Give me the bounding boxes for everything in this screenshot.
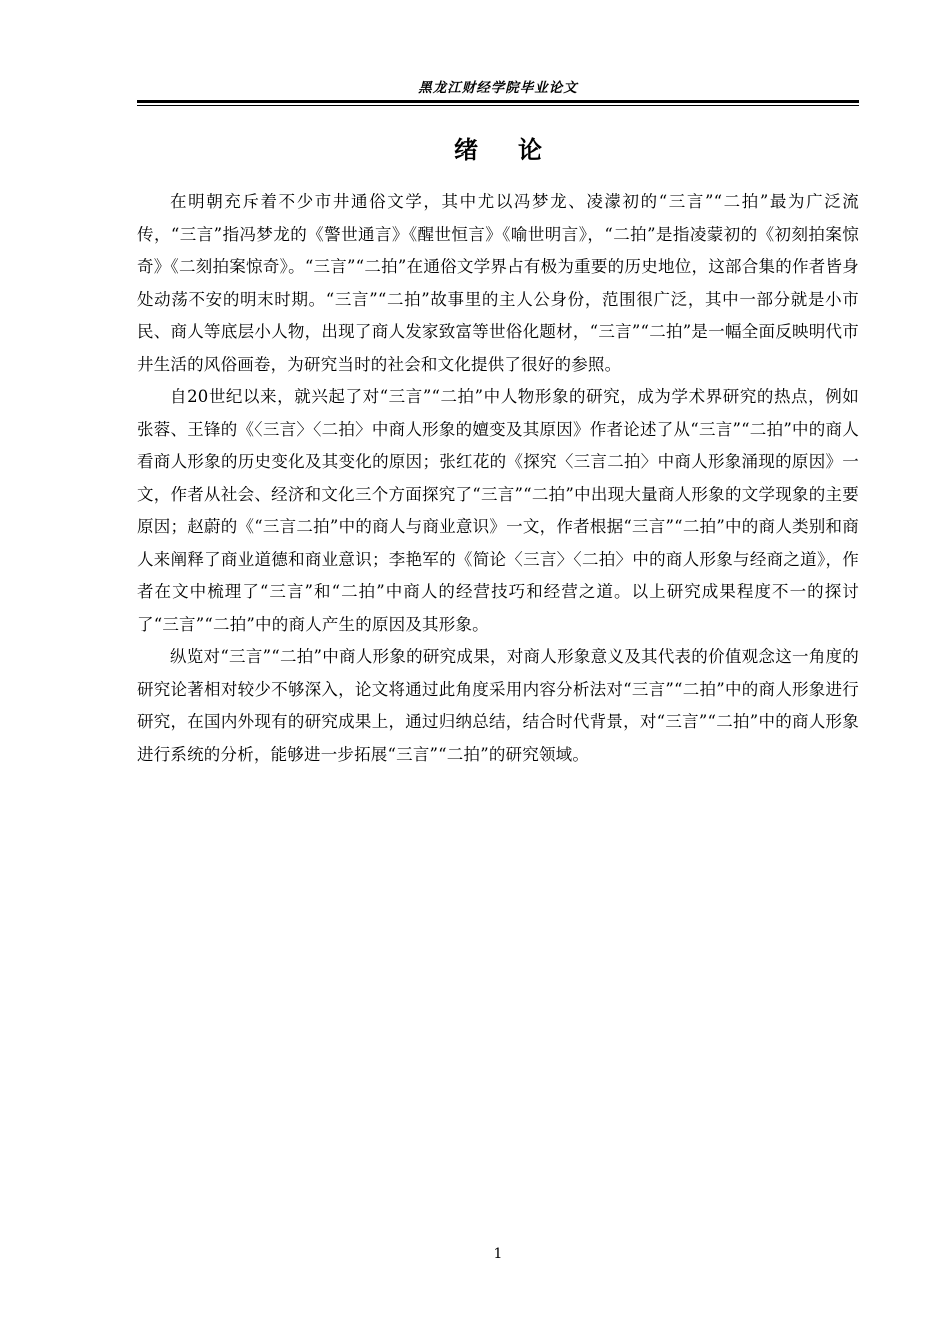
paragraph: 自20世纪以来，就兴起了对“三言”“二拍”中人物形象的研究，成为学术界研究的热点，例如张蓉、王锋的《〈三言〉〈二拍〉中商人形象的嬗变及其原因》作者论述了从“三言”“二拍”中的商人看商人形象的历史变化及其变化的原因；张红花的《探究〈三言二拍〉中商人形象涌现的原因》一文，作者从社会、经济和文化三个方面探究了“三言”“二拍”中出现大量商人形象的文学现象的主要原因；赵蔚的《“三言二拍”中的商人与商业意识》一文，作者根据“三言”“二拍”中的商人类别和商人来阐释了商业道德和商业意识；李艳军的《简论〈三言〉〈二拍〉中的商人形象与经商之道》，作者在文中梳理了“三言”和“二拍”中商人的经营技巧和经营之道。以上研究成果程度不一的探讨了“三言”“二拍”中的商人产生的原因及其形象。 <box>137 387 859 634</box>
header-rule-thin <box>137 105 859 106</box>
body-text <box>137 186 859 771</box>
header-rule-thick <box>137 100 859 103</box>
paragraph: 在明朝充斥着不少市井通俗文学，其中尤以冯梦龙、凌濛初的“三言”“二拍”最为广泛流传，“三言”指冯梦龙的《警世通言》《醒世恒言》《喻世明言》，“二拍”是指凌蒙初的《初刻拍案惊奇》《二刻拍案惊奇》。“三言”“二拍”在通俗文学界占有极为重要的历史地位，这部合集的作者皆身处动荡不安的明末时期。“三言”“二拍”故事里的主人公身份，范围很广泛，其中一部分就是小市民、商人等底层小人物，出现了商人发家致富等世俗化题材，“三言”“二拍”是一幅全面反映明代市井生活的风俗画卷，为研究当时的社会和文化提供了很好的参照。 <box>137 192 859 374</box>
page-number: 1 <box>493 1246 503 1262</box>
section-title: 绪论 <box>454 135 582 164</box>
running-header: 黑龙江财经学院毕业论文 <box>418 80 578 96</box>
paragraph: 纵览对“三言”“二拍”中商人形象的研究成果，对商人形象意义及其代表的价值观念这一角度的研究论著相对较少不够深入，论文将通过此角度采用内容分析法对“三言”“二拍”中的商人形象进行研究，在国内外现有的研究成果上，通过归纳总结，结合时代背景，对“三言”“二拍”中的商人形象进行系统的分析，能够进一步拓展“三言”“二拍”的研究领域。 <box>137 647 859 764</box>
